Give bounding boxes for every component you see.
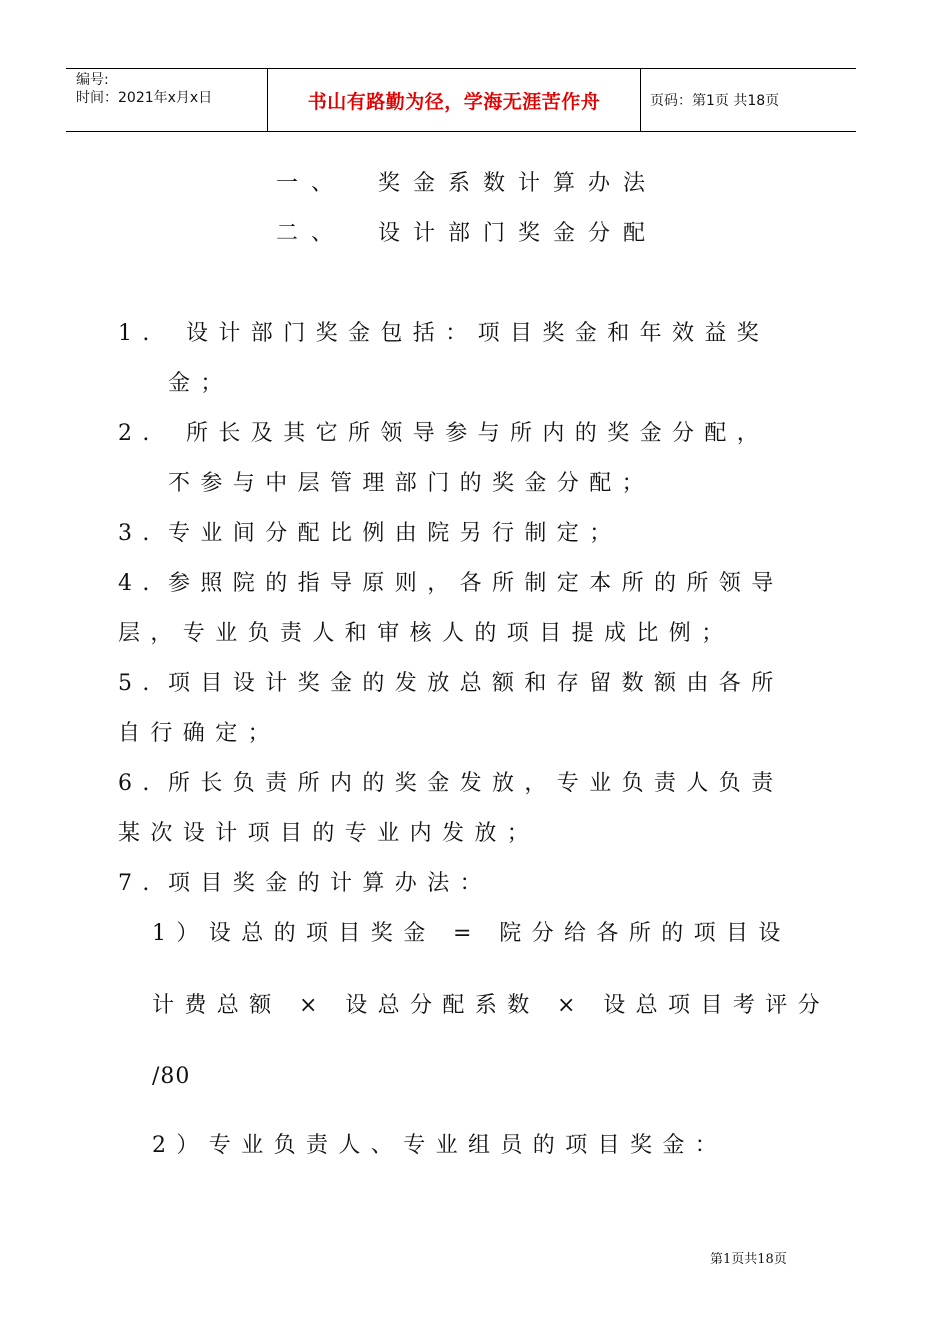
item-text: 参照院的指导原则，各所制定本所的所领导	[168, 571, 784, 596]
item-text: 设计部门奖金包括：项目奖金和年效益奖	[186, 321, 770, 346]
page-footer: 第1页共18页	[710, 1252, 787, 1267]
item-number: 3.	[118, 521, 160, 546]
formula-line-4: 2）专业负责人、专业组员的项目奖金：	[152, 1133, 728, 1158]
item-number: 7.	[118, 871, 160, 896]
header-page-info: 页码：第1页 共18页	[650, 93, 780, 109]
heading-number: 二、	[276, 221, 347, 246]
list-item-7	[118, 866, 492, 897]
list-item-1	[118, 316, 769, 347]
section-heading-1	[276, 166, 658, 197]
item-text: 专业间分配比例由院另行制定；	[168, 521, 622, 546]
document-header	[66, 68, 856, 132]
item-text: 项目奖金的计算办法：	[168, 871, 493, 896]
heading-number: 一、	[276, 171, 347, 196]
item-number: 1.	[118, 321, 160, 346]
formula-line-2: 计费总额 × 设总分配系数 × 设总项目考评分	[152, 993, 831, 1018]
formula-line-3: /80	[152, 1064, 191, 1089]
time-label: 时间：2021年x月x日	[76, 90, 213, 106]
list-item-6	[118, 766, 784, 797]
header-meta	[76, 71, 266, 129]
heading-text: 设计部门奖金分配	[378, 221, 659, 246]
item-number: 5.	[118, 671, 160, 696]
item-number: 6.	[118, 771, 160, 796]
item-number: 2.	[118, 421, 160, 446]
list-item-3	[118, 516, 622, 547]
item-text: 所长及其它所领导参与所内的奖金分配，	[186, 421, 770, 446]
formula-line-1: 1）设总的项目奖金 = 院分给各所的项目设	[152, 921, 791, 946]
item-text: 所长负责所内的奖金发放，专业负责人负责	[168, 771, 784, 796]
list-item-2	[118, 416, 769, 447]
list-item-1-continued: 金；	[168, 371, 233, 396]
item-number: 4.	[118, 571, 160, 596]
heading-text: 奖金系数计算办法	[378, 171, 659, 196]
header-motto: 书山有路勤为径，学海无涯苦作舟	[307, 90, 601, 113]
list-item-6-continued: 某次设计项目的专业内发放；	[118, 821, 540, 846]
list-item-4-continued: 层，专业负责人和审核人的项目提成比例；	[118, 621, 734, 646]
number-label: 编号:	[76, 72, 109, 88]
header-divider	[640, 69, 641, 131]
list-item-5	[118, 666, 784, 697]
list-item-4	[118, 566, 784, 597]
item-text: 项目设计奖金的发放总额和存留数额由各所	[168, 671, 784, 696]
list-item-2-continued: 不参与中层管理部门的奖金分配；	[168, 471, 655, 496]
list-item-5-continued: 自行确定；	[118, 721, 281, 746]
section-heading-2	[276, 216, 658, 247]
